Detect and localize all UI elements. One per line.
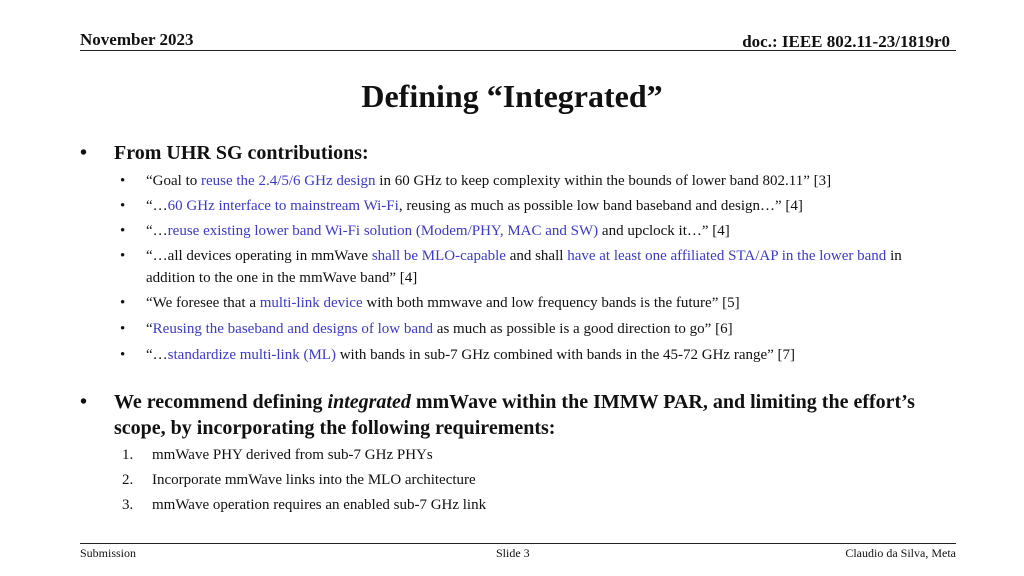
item-text: in addition to the one in the mmWave band” [4] [146,248,902,286]
section1-heading: From UHR SG contributions: [114,142,369,164]
item-text: and shall [505,248,568,264]
list-item [120,318,940,340]
bullet-icon: • [120,295,126,311]
highlight-text: reuse the 2.4/5/6 GHz design [200,173,376,189]
list-item [120,170,940,192]
footer-slide-number: Slide 3 [496,546,530,560]
list-item [120,344,940,366]
numbered-item [122,444,922,466]
heading-text: We recommend defining [114,391,328,413]
list-item [120,220,940,242]
item-text: mmWave PHY derived from sub-7 GHz PHYs [152,447,433,463]
item-text: in 60 GHz to keep complexity within the bounds of lower band 802.11” [3] [375,173,832,189]
highlight-text: shall be MLO-capable [371,248,506,264]
item-text: “… [146,198,168,214]
item-text: “ [146,321,153,337]
item-text: Incorporate mmWave links into the MLO architecture [152,472,476,488]
item-text: “… [146,347,168,363]
item-text: with bands in sub-7 GHz combined with bands in the 45-72 GHz range” [7] [335,347,796,363]
section1-bullet [80,140,950,166]
highlight-text: have at least one affiliated STA/AP in the lower band [567,248,887,264]
numbered-item [122,469,922,491]
highlight-text: multi-link device [259,295,363,311]
header-date: November 2023 [80,30,194,49]
bullet-icon: • [120,223,126,239]
item-text: as much as possible is a good direction to go” [6] [433,321,733,337]
item-text: , reusing as much as possible low band baseband and design…” [4] [398,198,803,214]
highlight-text: standardize multi-link (ML) [167,347,336,363]
section2-heading [114,389,950,441]
section2-bullet [80,389,950,441]
item-text: “…all devices operating in mmWave [146,248,372,264]
list-item [120,245,940,289]
footer-author: Claudio da Silva, Meta [845,546,956,560]
item-number: 2. [122,472,134,488]
bullet-icon: • [120,321,126,337]
numbered-item [122,494,922,516]
item-number: 1. [122,447,134,463]
item-text: mmWave operation requires an enabled sub-7 GHz link [152,497,487,513]
bullet-icon: • [80,391,88,413]
bullet-icon: • [120,173,126,189]
bullet-icon: • [120,347,126,363]
highlight-text: 60 GHz interface to mainstream Wi-Fi [167,198,399,214]
heading-text: mmWave within the IMMW PAR, and limiting the effort’s scope, by incorporating the following requirements: [114,391,915,439]
highlight-text: reuse existing lower band Wi-Fi solution (Modem/PHY, MAC and SW) [167,223,599,239]
item-text: “… [146,223,168,239]
item-text: “Goal to [146,173,201,189]
item-text: and upclock it…” [4] [598,223,730,239]
highlight-text: Reusing the baseband and designs of low band [152,321,434,337]
header-doc-id: doc.: IEEE 802.11-23/1819r0 [742,32,950,51]
header-divider [80,50,956,51]
heading-emphasis: integrated [327,391,411,413]
bullet-icon: • [120,248,126,264]
slide-title: Defining “Integrated” [361,78,663,114]
footer-submission: Submission [80,546,137,560]
item-number: 3. [122,497,134,513]
bullet-icon: • [80,142,88,164]
footer-divider [80,543,956,544]
list-item [120,292,940,314]
item-text: with both mmwave and low frequency bands is the future” [5] [362,295,740,311]
item-text: “We foresee that a [146,295,260,311]
list-item [120,195,940,217]
bullet-icon: • [120,198,126,214]
